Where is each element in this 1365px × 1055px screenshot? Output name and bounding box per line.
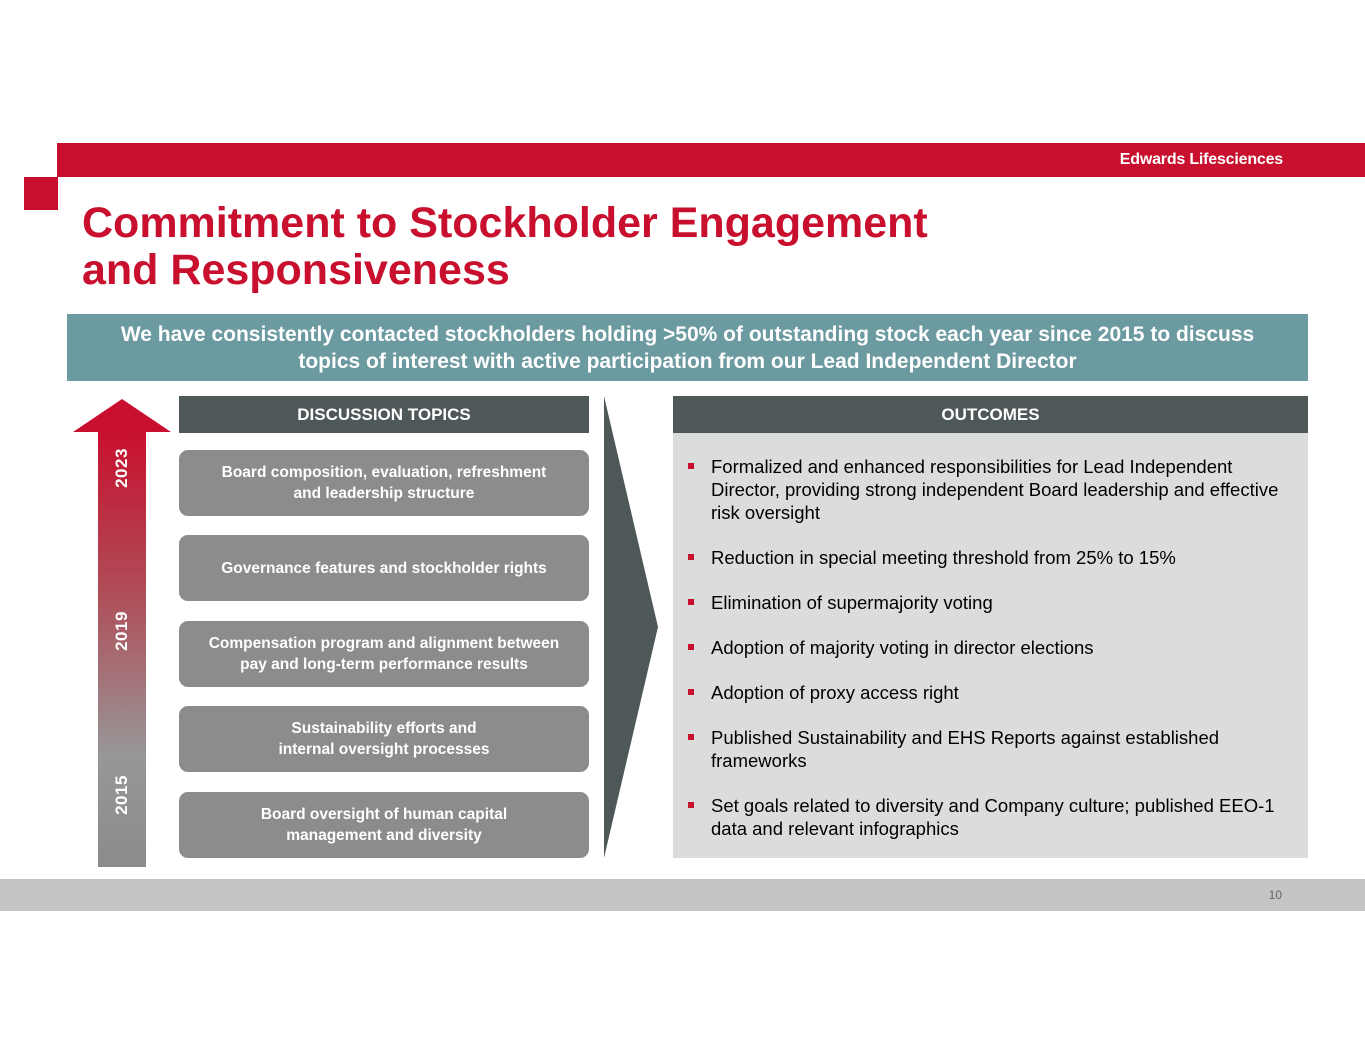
- list-item: [685, 636, 1290, 659]
- chevron-right-icon: [604, 396, 662, 858]
- outcome-text: Adoption of proxy access right: [711, 682, 959, 703]
- up-arrow-icon: [73, 399, 171, 432]
- title-line-2: and Responsiveness: [82, 246, 510, 294]
- outcomes-list: [685, 455, 1290, 862]
- outcome-text: Reduction in special meeting threshold from 25% to 15%: [711, 547, 1176, 568]
- bullet-icon: [688, 599, 694, 605]
- outcome-text: Set goals related to diversity and Company culture; published EEO-1 data and relevant infographics: [711, 795, 1275, 839]
- bullet-icon: [688, 463, 694, 469]
- title-line-1: Commitment to Stockholder Engagement: [82, 199, 928, 247]
- topic-item: Board oversight of human capital management and diversity: [179, 792, 589, 858]
- list-item: [685, 455, 1290, 524]
- outcome-text: Formalized and enhanced responsibilities for Lead Independent Director, providing strong independent Board leadership and effective risk oversight: [711, 456, 1279, 523]
- bullet-icon: [688, 644, 694, 650]
- outcomes-panel: [673, 433, 1308, 858]
- topic-item: Board composition, evaluation, refreshment and leadership structure: [179, 450, 589, 516]
- footer-bar: [0, 879, 1365, 911]
- list-item: [685, 591, 1290, 614]
- brand-logo: Edwards Lifesciences: [1119, 151, 1283, 168]
- outcome-text: Elimination of supermajority voting: [711, 592, 993, 613]
- discussion-topics-header: DISCUSSION TOPICS: [179, 396, 589, 433]
- accent-square: [24, 177, 58, 210]
- year-2019: 2019: [112, 611, 131, 651]
- outcome-text: Adoption of majority voting in director elections: [711, 637, 1094, 658]
- bullet-icon: [688, 554, 694, 560]
- bullet-icon: [688, 802, 694, 808]
- page-title: [82, 200, 1082, 294]
- topic-item: Compensation program and alignment between pay and long-term performance results: [179, 621, 589, 687]
- outcome-text: Published Sustainability and EHS Reports against established frameworks: [711, 727, 1220, 771]
- outcomes-header: OUTCOMES: [673, 396, 1308, 433]
- list-item: [685, 794, 1290, 840]
- bullet-icon: [688, 734, 694, 740]
- list-item: [685, 546, 1290, 569]
- timeline: [73, 399, 171, 869]
- year-2023: 2023: [112, 448, 131, 488]
- year-2015: 2015: [112, 775, 131, 815]
- list-item: [685, 726, 1290, 772]
- bullet-icon: [688, 689, 694, 695]
- page-number: 10: [1268, 888, 1282, 902]
- topic-item: Sustainability efforts and internal oversight processes: [179, 706, 589, 772]
- summary-banner: We have consistently contacted stockholders holding >50% of outstanding stock each year since 2015 to discuss topics of interest with active participation from our Lead Independent Director: [67, 314, 1308, 381]
- list-item: [685, 681, 1290, 704]
- topic-item: Governance features and stockholder rights: [179, 535, 589, 601]
